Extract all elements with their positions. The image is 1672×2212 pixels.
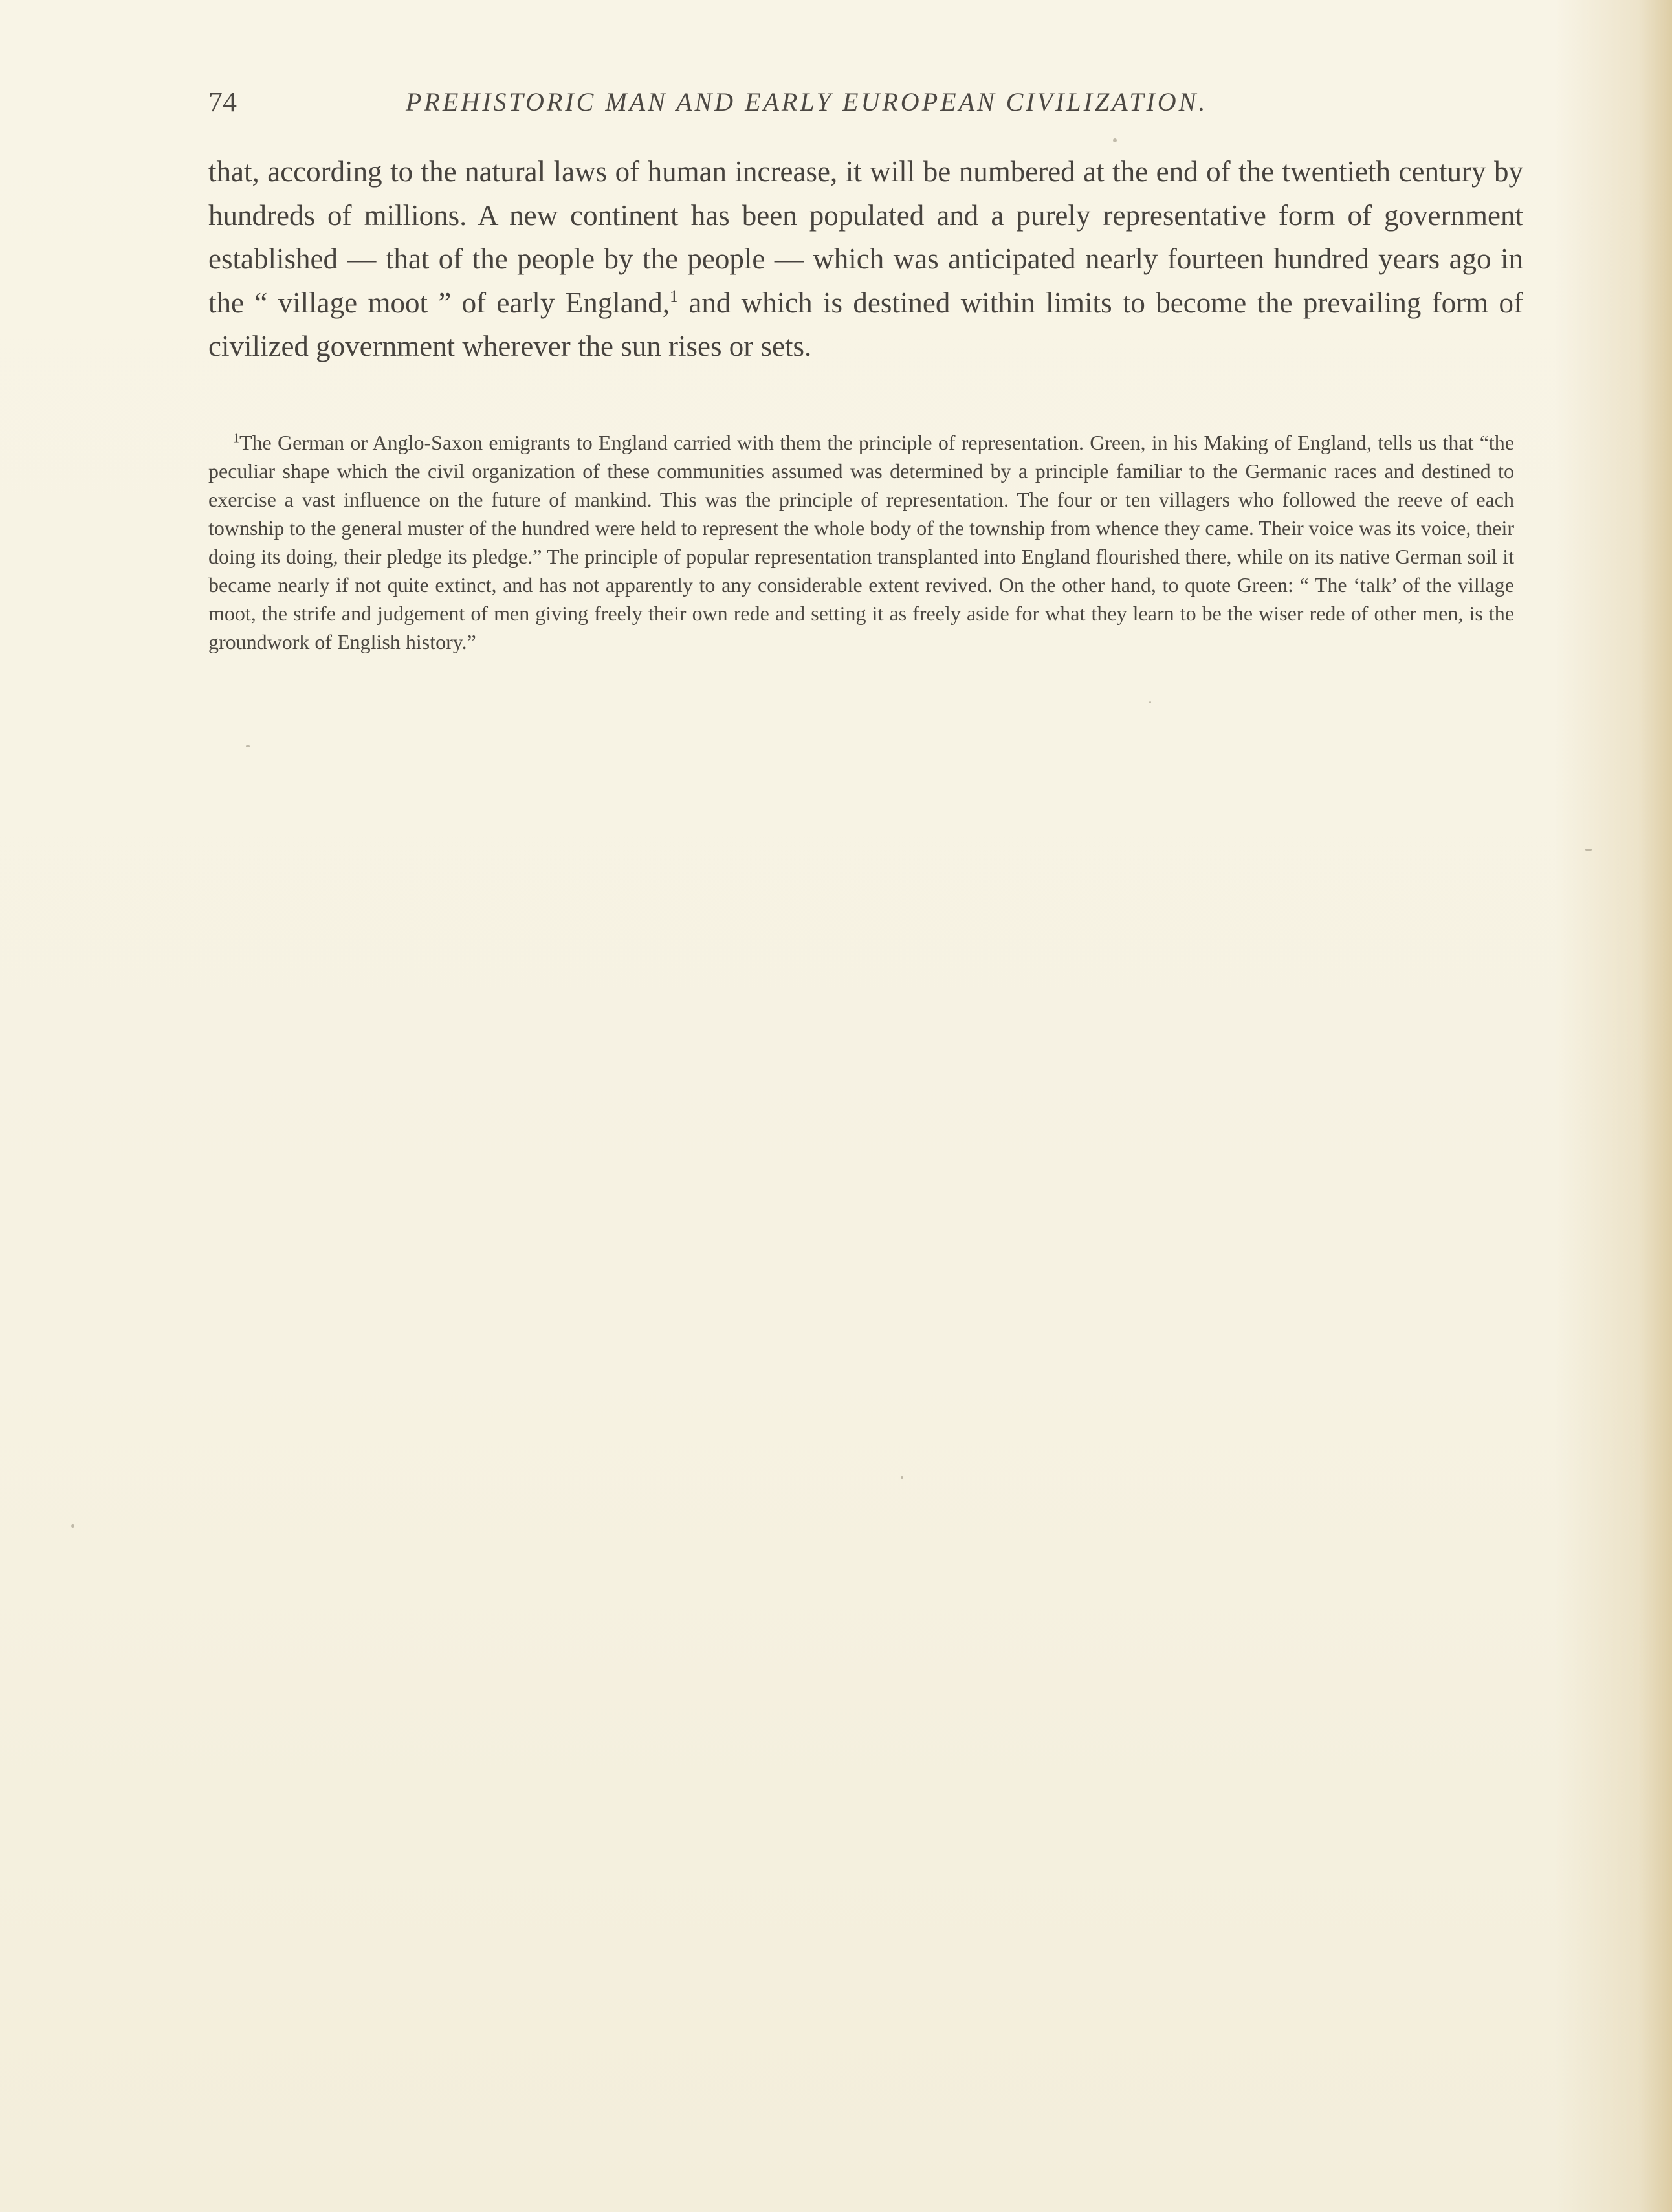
- body-text-part-1: that, according to the natural laws of human increase, it will be numbered at the end of the twentieth century by hundreds of millions. A new continent has been populated and a purely representative form of government established — that of the people by the people — which was anticipated nearly fourteen hundred years ago in the “ village moot ” of early England,: [208, 155, 1523, 319]
- footnote-mark: 1: [233, 431, 239, 446]
- paper-speck: [1585, 849, 1592, 851]
- body-text-part-2: and which is destined within limits to become the prevailing form of civilized government wherever the sun rises or sets.: [208, 286, 1523, 362]
- body-paragraph: [208, 150, 1523, 369]
- paper-speck: [246, 745, 250, 747]
- page-number: 74: [208, 86, 237, 118]
- paper-speck: [1149, 701, 1151, 703]
- paper-speck: [901, 1476, 903, 1479]
- footnote-reference: 1: [670, 287, 678, 306]
- footnote-text: The German or Anglo-Saxon emigrants to England carried with them the principle of representation. Green, in his Making of England, tells us that “the peculiar shape which the civil organization of these communities assumed was determined by a principle familiar to the Germanic races and destined to exercise a vast influence on the future of mankind. This was the principle of representation. The four or ten villagers who followed the reeve of each township to the general muster of the hundred were held to represent the whole body of the township from whence they came. Their voice was its voice, their doing its doing, their pledge its pledge.” The principle of popular representation transplanted into England flourished there, while on its native German soil it became nearly if not quite extinct, and has not apparently to any considerable extent revived. On the other hand, to quote Green: “ The ‘talk’ of the village moot, the strife and judgement of men giving freely their own rede and setting it as freely aside for what they learn to be the wiser rede of other men, is the groundwork of English history.”: [208, 431, 1514, 653]
- paper-speck: [71, 1524, 74, 1528]
- paper-speck: [1113, 138, 1117, 142]
- running-head-title: PREHISTORIC MAN AND EARLY EUROPEAN CIVILIZATION.: [406, 87, 1208, 116]
- running-head: [208, 83, 1522, 122]
- footnote: [208, 428, 1514, 656]
